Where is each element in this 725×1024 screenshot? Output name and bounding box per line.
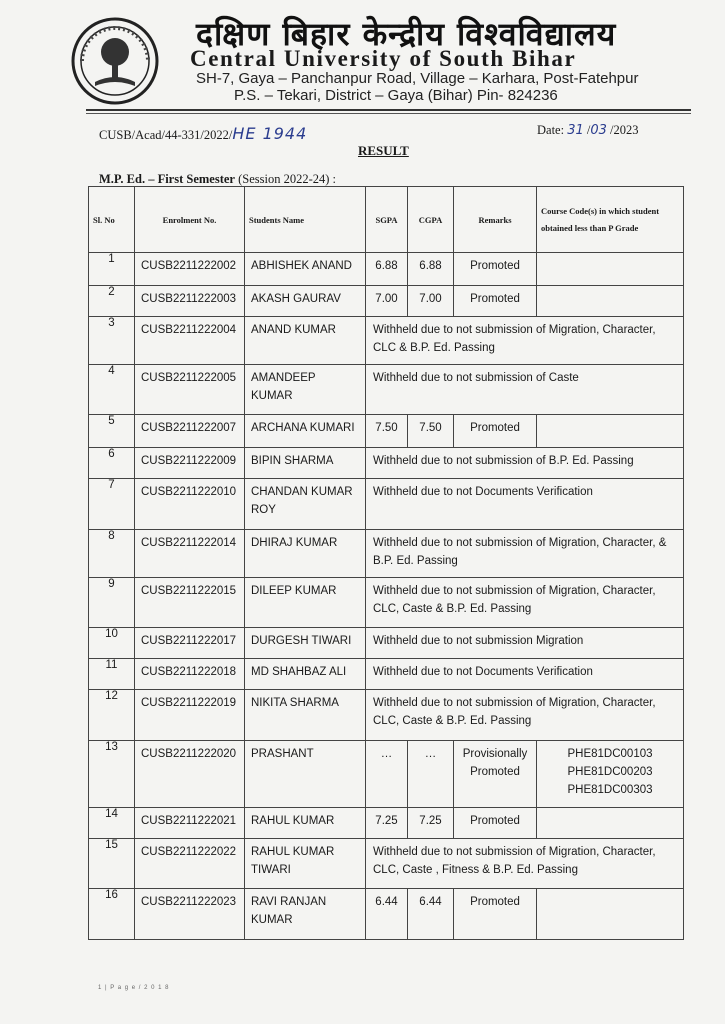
cell-student-name-text: PRASHANT — [251, 748, 314, 760]
cell-student-name — [245, 808, 366, 839]
cell-student-name — [245, 286, 366, 317]
cell-cgpa-text: … — [424, 748, 437, 760]
header-remarks: Remarks — [454, 187, 537, 253]
table-header-row — [89, 187, 684, 253]
header-sgpa: SGPA — [366, 187, 408, 253]
cell-sl-no: 3 — [89, 317, 135, 365]
table-row — [89, 448, 684, 479]
cell-sl-no: 12 — [89, 690, 135, 741]
cell-sl-no: 4 — [89, 365, 135, 415]
cell-withheld-note — [366, 628, 684, 659]
cell-student-name — [245, 578, 366, 628]
cell-sl-no: 14 — [89, 808, 135, 839]
cell-cgpa — [408, 415, 454, 448]
cell-cgpa-text: 7.50 — [419, 422, 442, 434]
cell-remarks — [454, 889, 537, 940]
cell-withheld-note-text: Withheld due to not submission of Caste — [373, 372, 579, 384]
cell-student-name-text: DHIRAJ KUMAR — [251, 537, 338, 549]
cell-withheld-note — [366, 530, 684, 578]
table-row — [89, 286, 684, 317]
cell-student-name-text: AMANDEEP KUMAR — [251, 372, 316, 402]
cell-sgpa — [366, 415, 408, 448]
reference-number — [99, 124, 307, 143]
cell-student-name-text: DILEEP KUMAR — [251, 585, 337, 597]
cell-sgpa-text: 7.25 — [375, 815, 398, 827]
table-body — [89, 253, 684, 940]
cell-sl-no: 15 — [89, 839, 135, 889]
table-row — [89, 839, 684, 889]
cell-course-codes-text — [537, 808, 683, 816]
table-row — [89, 365, 684, 415]
date-label: Date: — [537, 123, 565, 137]
cell-withheld-note — [366, 317, 684, 365]
session: (Session 2022-24) : — [234, 172, 337, 186]
cell-course-codes-text — [537, 286, 683, 294]
cell-withheld-note — [366, 839, 684, 889]
cell-enrolment — [135, 659, 245, 690]
table-row — [89, 808, 684, 839]
cell-sl-no: 2 — [89, 286, 135, 317]
university-name-hindi: दक्षिण बिहार केन्द्रीय विश्वविद्यालय — [196, 15, 617, 53]
cell-enrolment — [135, 839, 245, 889]
header-cgpa: CGPA — [408, 187, 454, 253]
issue-date: Date: 31 /03 /2023 — [537, 123, 639, 138]
cell-remarks-text: Promoted — [470, 422, 520, 434]
university-name-english: Central University of South Bihar — [190, 46, 577, 71]
cell-course-codes-text — [537, 889, 683, 897]
cell-cgpa-text: 7.00 — [419, 293, 442, 305]
cell-sl-no: 10 — [89, 628, 135, 659]
cell-enrolment — [135, 741, 245, 808]
cell-enrolment — [135, 578, 245, 628]
cell-course-codes — [537, 808, 684, 839]
cell-enrolment-text: CUSB2211222009 — [141, 455, 237, 467]
cell-enrolment — [135, 479, 245, 530]
header-students-name: Students Name — [245, 187, 366, 253]
cell-sl-no: 9 — [89, 578, 135, 628]
cell-student-name — [245, 479, 366, 530]
cell-student-name — [245, 415, 366, 448]
cell-student-name — [245, 839, 366, 889]
cell-student-name-text: RAVI RANJAN KUMAR — [251, 896, 327, 926]
cell-enrolment-text: CUSB2211222019 — [141, 697, 237, 709]
cell-course-codes — [537, 286, 684, 317]
cell-enrolment — [135, 889, 245, 940]
cell-student-name — [245, 628, 366, 659]
cell-course-codes — [537, 253, 684, 286]
cell-enrolment-text: CUSB2211222023 — [141, 896, 237, 908]
address-line-1: SH-7, Gaya – Panchanpur Road, Village – Karhara, Post-Fatehpur — [196, 70, 639, 87]
programme-name: M.P. Ed. – First Semester — [99, 172, 235, 186]
cell-enrolment-text: CUSB2211222022 — [141, 846, 237, 858]
cell-cgpa — [408, 808, 454, 839]
cell-withheld-note-text: Withheld due to not submission of Migration, Character, & B.P. Ed. Passing — [373, 537, 667, 567]
cell-cgpa-text: 6.88 — [419, 260, 442, 272]
cell-enrolment-text: CUSB2211222010 — [141, 486, 237, 498]
cell-withheld-note-text: Withheld due to not Documents Verification — [373, 666, 593, 678]
cell-enrolment-text: CUSB2211222004 — [141, 324, 237, 336]
table-row — [89, 479, 684, 530]
reference-printed: CUSB/Acad/44-331/2022/ — [99, 128, 233, 142]
result-table — [88, 186, 684, 940]
page-footer: 1 | P a g e / 2 0 1 8 — [98, 985, 170, 991]
cell-student-name — [245, 690, 366, 741]
cell-remarks — [454, 808, 537, 839]
cell-enrolment-text: CUSB2211222014 — [141, 537, 237, 549]
cell-sl-no: 5 — [89, 415, 135, 448]
cell-sgpa-text: 7.00 — [375, 293, 398, 305]
cell-sl-no: 8 — [89, 530, 135, 578]
table-row — [89, 889, 684, 940]
cell-student-name-text: ANAND KUMAR — [251, 324, 336, 336]
table-row — [89, 578, 684, 628]
cell-withheld-note — [366, 578, 684, 628]
cell-cgpa — [408, 741, 454, 808]
cell-enrolment — [135, 628, 245, 659]
cell-cgpa-text: 6.44 — [419, 896, 442, 908]
cell-enrolment-text: CUSB2211222005 — [141, 372, 237, 384]
cell-student-name-text: BIPIN SHARMA — [251, 455, 334, 467]
cell-withheld-note — [366, 659, 684, 690]
cell-student-name — [245, 448, 366, 479]
date-year: /2023 — [610, 123, 639, 137]
cell-enrolment — [135, 286, 245, 317]
cell-remarks — [454, 415, 537, 448]
cell-course-codes — [537, 415, 684, 448]
table-row — [89, 741, 684, 808]
table-row — [89, 659, 684, 690]
cell-student-name-text: CHANDAN KUMAR ROY — [251, 486, 353, 516]
university-seal-icon — [70, 16, 160, 106]
cell-withheld-note-text: Withheld due to not submission of Migration, Character, CLC, Caste & B.P. Ed. Passing — [373, 585, 656, 615]
table-row — [89, 415, 684, 448]
cell-enrolment-text: CUSB2211222021 — [141, 815, 237, 827]
cell-enrolment — [135, 253, 245, 286]
cell-enrolment — [135, 448, 245, 479]
cell-sgpa-text: … — [380, 748, 393, 760]
cell-sgpa — [366, 741, 408, 808]
cell-cgpa-text: 7.25 — [419, 815, 442, 827]
cell-enrolment — [135, 690, 245, 741]
cell-student-name — [245, 741, 366, 808]
cell-course-codes-text — [537, 253, 683, 261]
cell-sl-no: 6 — [89, 448, 135, 479]
header-rule-thin — [86, 113, 691, 114]
cell-sgpa — [366, 286, 408, 317]
result-title: RESULT — [358, 143, 409, 158]
date-day: 31 — [567, 123, 584, 138]
cell-withheld-note-text: Withheld due to not submission of Migration, Character, CLC & B.P. Ed. Passing — [373, 324, 656, 354]
cell-cgpa — [408, 889, 454, 940]
cell-student-name-text: NIKITA SHARMA — [251, 697, 339, 709]
table-row — [89, 628, 684, 659]
cell-enrolment-text: CUSB2211222015 — [141, 585, 237, 597]
cell-sgpa-text: 6.44 — [375, 896, 398, 908]
date-month: 03 — [590, 123, 607, 138]
cell-enrolment-text: CUSB2211222018 — [141, 666, 237, 678]
cell-enrolment-text: CUSB2211222020 — [141, 748, 237, 760]
table-row — [89, 690, 684, 741]
cell-sgpa — [366, 253, 408, 286]
cell-remarks — [454, 741, 537, 808]
cell-cgpa — [408, 253, 454, 286]
cell-enrolment — [135, 415, 245, 448]
cell-enrolment — [135, 365, 245, 415]
reference-handwritten: HE 1944 — [232, 124, 308, 143]
cell-enrolment — [135, 808, 245, 839]
address-line-2: P.S. – Tekari, District – Gaya (Bihar) Pin- 824236 — [234, 87, 558, 104]
cell-sl-no: 1 — [89, 253, 135, 286]
cell-remarks-text: Provisionally Promoted — [462, 748, 528, 778]
cell-withheld-note-text: Withheld due to not submission Migration — [373, 635, 584, 647]
cell-course-codes-text — [537, 415, 683, 423]
cell-sl-no: 7 — [89, 479, 135, 530]
cell-student-name — [245, 253, 366, 286]
cell-enrolment-text: CUSB2211222007 — [141, 422, 237, 434]
cell-sgpa — [366, 808, 408, 839]
cell-cgpa — [408, 286, 454, 317]
cell-remarks — [454, 253, 537, 286]
cell-sgpa-text: 7.50 — [375, 422, 398, 434]
header-enrolment: Enrolment No. — [135, 187, 245, 253]
cell-student-name-text: ARCHANA KUMARI — [251, 422, 355, 434]
cell-sl-no: 13 — [89, 741, 135, 808]
cell-withheld-note-text: Withheld due to not submission of Migration, Character, CLC, Caste & B.P. Ed. Passing — [373, 697, 656, 727]
cell-student-name — [245, 365, 366, 415]
cell-sgpa — [366, 889, 408, 940]
cell-withheld-note-text: Withheld due to not submission of B.P. Ed. Passing — [373, 455, 634, 467]
header-rule — [86, 109, 691, 111]
cell-withheld-note — [366, 690, 684, 741]
cell-remarks-text: Promoted — [470, 293, 520, 305]
cell-student-name — [245, 659, 366, 690]
cell-course-codes — [537, 741, 684, 808]
cell-enrolment — [135, 530, 245, 578]
programme-line — [99, 172, 336, 187]
cell-enrolment-text: CUSB2211222017 — [141, 635, 237, 647]
cell-student-name-text: RAHUL KUMAR TIWARI — [251, 846, 335, 876]
cell-course-codes-text: PHE81DC00103 PHE81DC00203 PHE81DC00303 — [567, 748, 653, 796]
cell-student-name — [245, 530, 366, 578]
cell-remarks-text: Promoted — [470, 260, 520, 272]
cell-sl-no: 16 — [89, 889, 135, 940]
cell-withheld-note-text: Withheld due to not Documents Verification — [373, 486, 593, 498]
cell-course-codes — [537, 889, 684, 940]
cell-withheld-note-text: Withheld due to not submission of Migration, Character, CLC, Caste , Fitness & B.P. Ed. Passing — [373, 846, 656, 876]
cell-student-name-text: DURGESH TIWARI — [251, 635, 352, 647]
cell-withheld-note — [366, 479, 684, 530]
cell-remarks-text: Promoted — [470, 815, 520, 827]
table-row — [89, 253, 684, 286]
cell-student-name-text: ABHISHEK ANAND — [251, 260, 352, 272]
header-sl-no: Sl. No — [89, 187, 135, 253]
cell-enrolment-text: CUSB2211222002 — [141, 260, 237, 272]
cell-student-name-text: AKASH GAURAV — [251, 293, 341, 305]
cell-student-name-text: RAHUL KUMAR — [251, 815, 335, 827]
cell-enrolment — [135, 317, 245, 365]
cell-sl-no: 11 — [89, 659, 135, 690]
cell-remarks — [454, 286, 537, 317]
cell-sgpa-text: 6.88 — [375, 260, 398, 272]
table-row — [89, 317, 684, 365]
cell-student-name — [245, 889, 366, 940]
cell-student-name-text: MD SHAHBAZ ALI — [251, 666, 347, 678]
cell-remarks-text: Promoted — [470, 896, 520, 908]
cell-withheld-note — [366, 365, 684, 415]
table-row — [89, 530, 684, 578]
header-course-codes: Course Code(s) in which student obtained less than P Grade — [537, 187, 684, 253]
cell-withheld-note — [366, 448, 684, 479]
cell-enrolment-text: CUSB2211222003 — [141, 293, 237, 305]
cell-student-name — [245, 317, 366, 365]
